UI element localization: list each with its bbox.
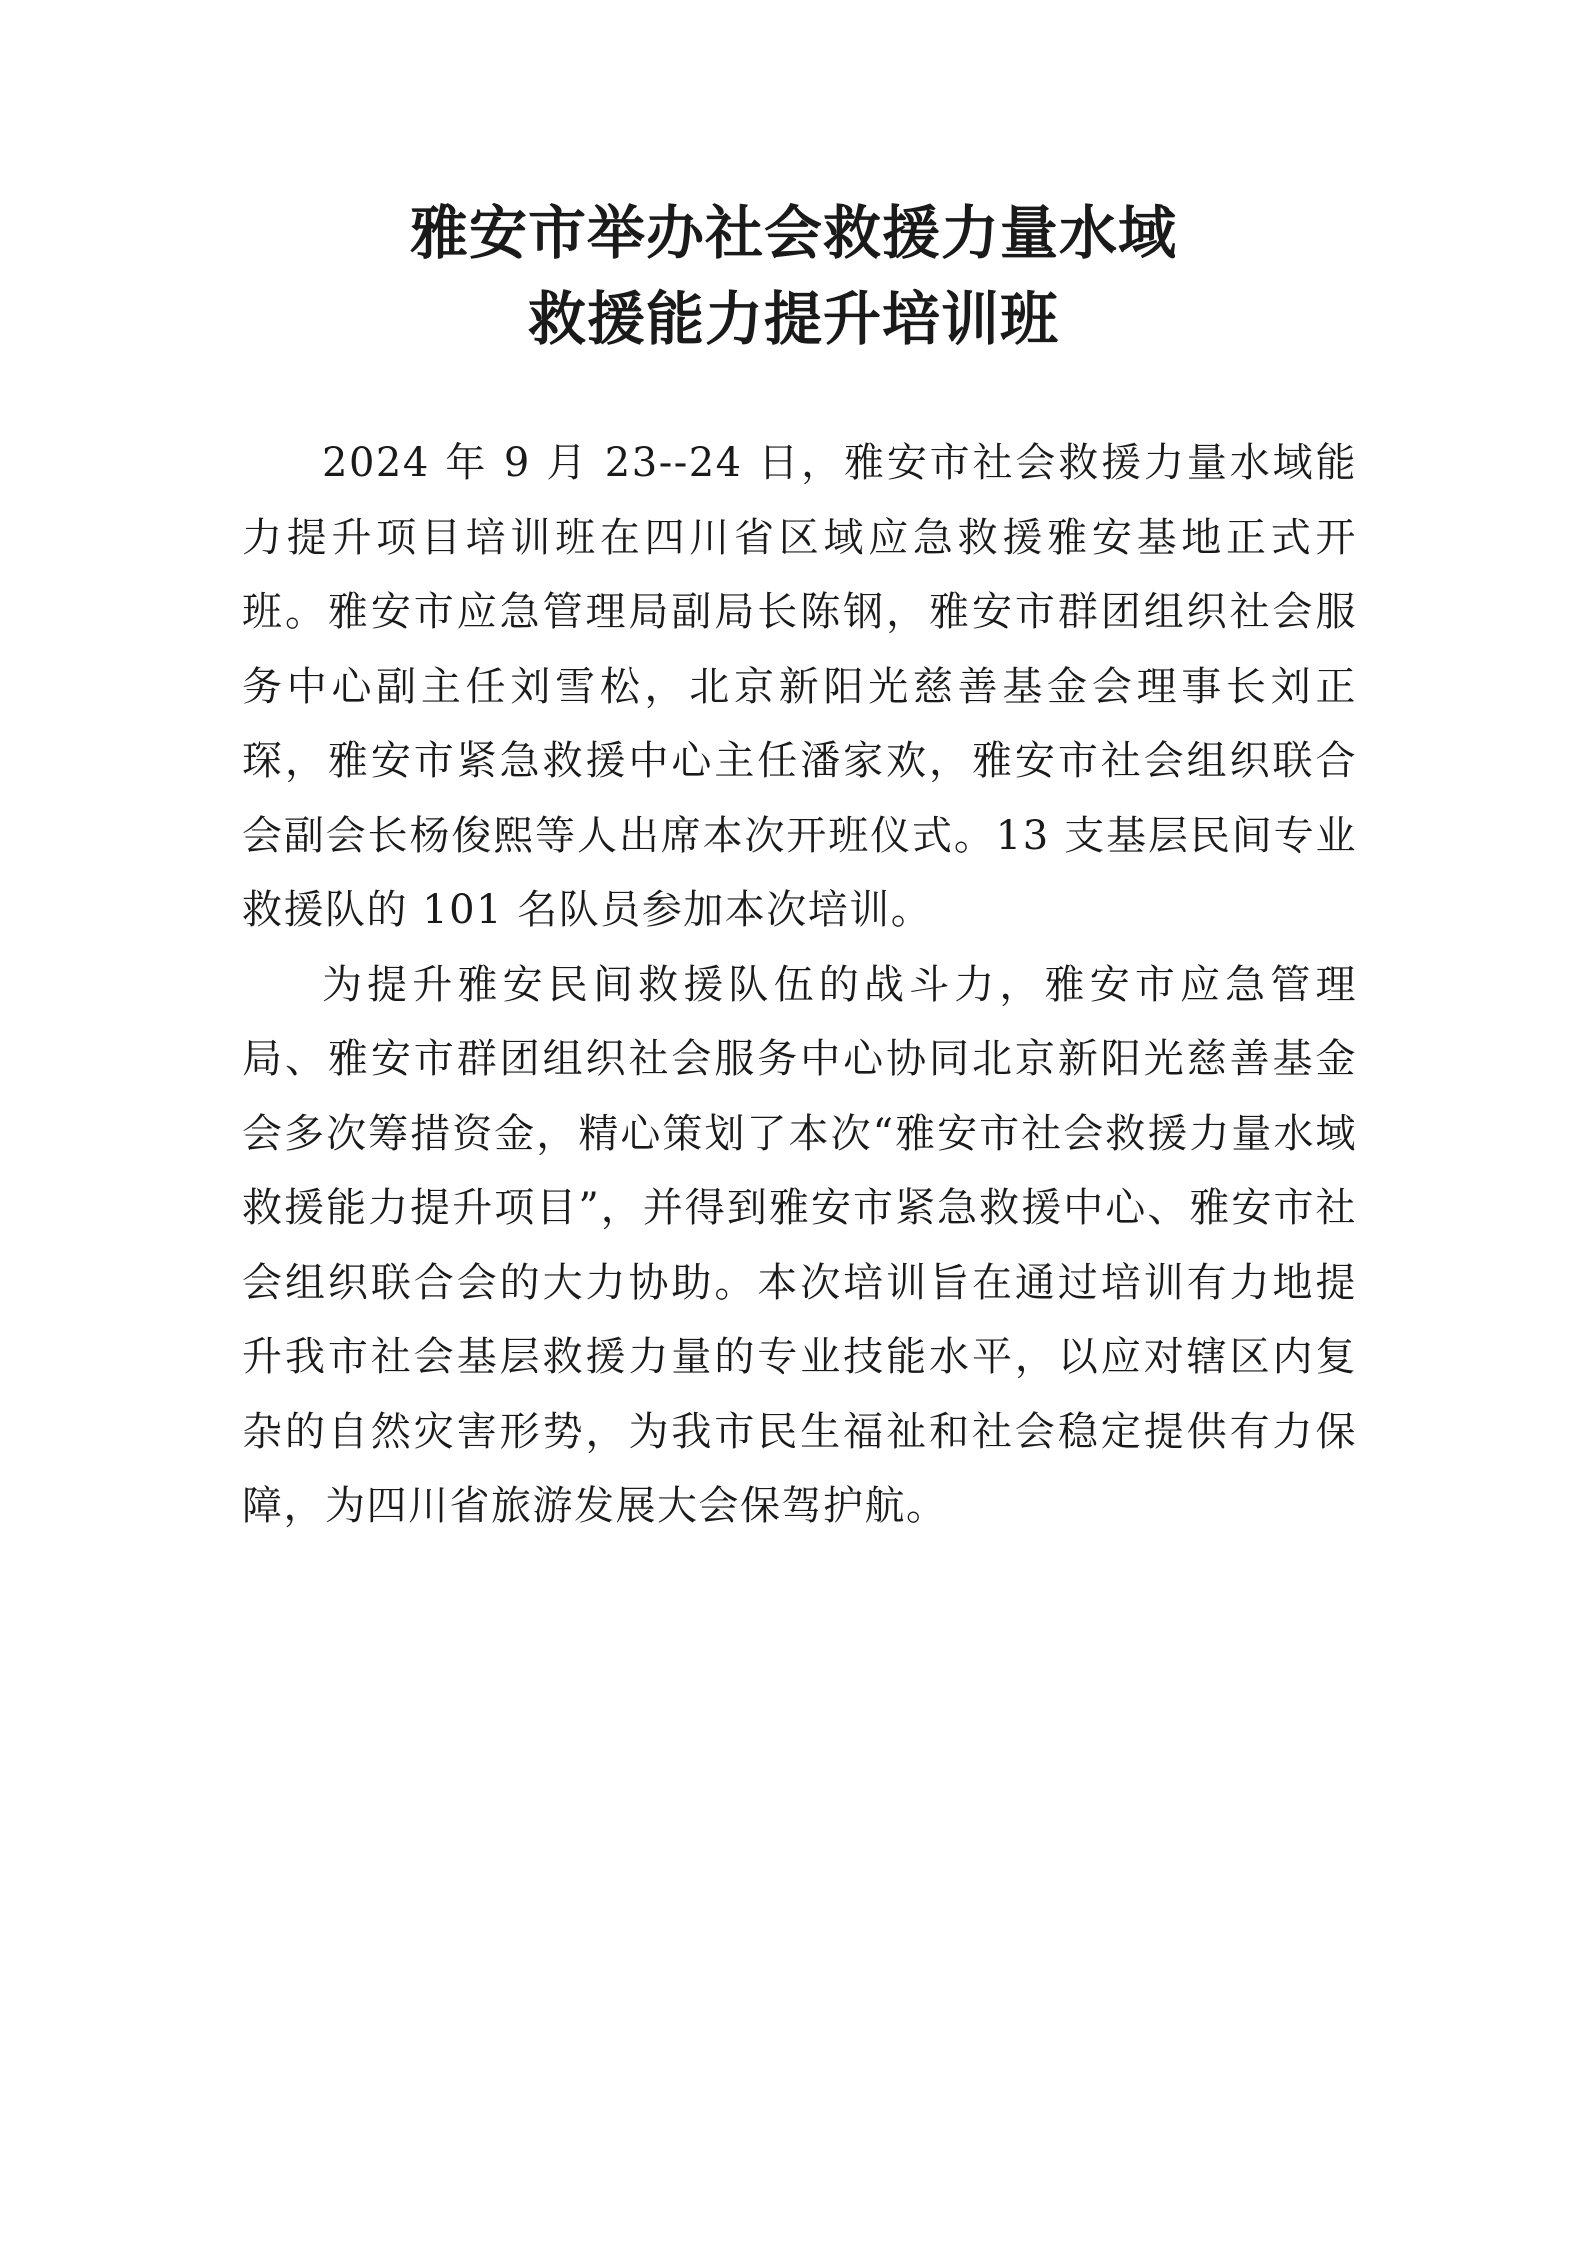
document-title	[0, 190, 1587, 362]
title-line-1: 雅安市举办社会救援力量水域	[409, 199, 1177, 267]
paragraph-1: 2024 年 9 月 23--24 日，雅安市社会救援力量水域能力提升项目培训班在四川省区域应急救援雅安基地正式开班。雅安市应急管理局副局长陈钢，雅安市群团组织社会服务中心副主任刘雪松，北京新阳光慈善基金会理事长刘正琛，雅安市紧急救援中心主任潘家欢，雅安市社会组织联合会副会长杨俊熙等人出席本次开班仪式。13 支基层民间专业救援队的 101 名队员参加本次培训。	[242, 440, 1357, 933]
title-line-2: 救援能力提升培训班	[527, 285, 1059, 353]
paragraph-2: 为提升雅安民间救援队伍的战斗力，雅安市应急管理局、雅安市群团组织社会服务中心协同北京新阳光慈善基金会多次筹措资金，精心策划了本次“雅安市社会救援力量水域救援能力提升项目”，并得到雅安市紧急救援中心、雅安市社会组织联合会的大力协助。本次培训旨在通过培训有力地提升我市社会基层救援力量的专业技能水平，以应对辖区内复杂的自然灾害形势，为我市民生福祉和社会稳定提供有力保障，为四川省旅游发展大会保驾护航。	[242, 961, 1357, 1529]
document-body	[242, 426, 1357, 1544]
